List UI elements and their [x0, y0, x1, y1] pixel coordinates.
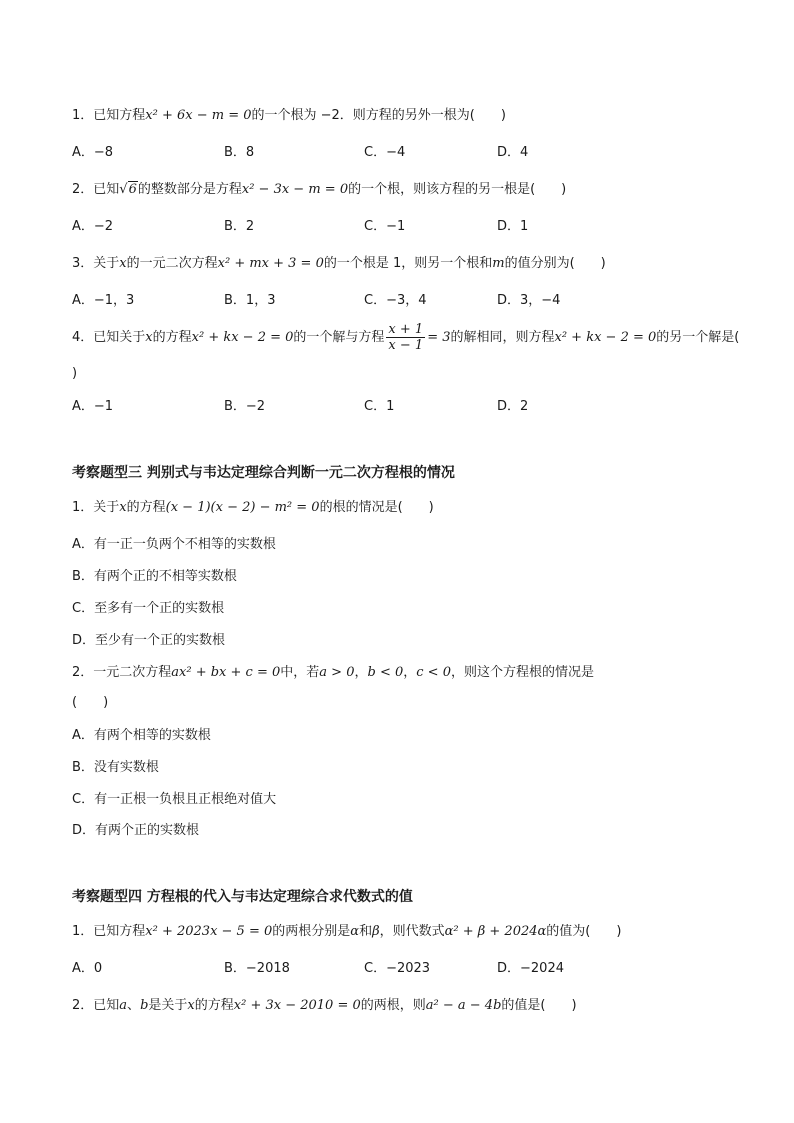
option-b[interactable]: B．−2	[224, 399, 266, 414]
question-text: 1．关于	[72, 500, 120, 515]
variable: x	[187, 998, 195, 1013]
question-text: 的值是( )	[501, 998, 577, 1013]
option-c[interactable]: C．至多有一个正的实数根	[72, 601, 225, 616]
question-2-4	[72, 322, 739, 354]
separator: ，	[354, 665, 368, 680]
equation: x² − 3x − m = 0	[241, 182, 349, 197]
question-3-1	[72, 499, 434, 517]
question-text: 的方程	[194, 998, 234, 1013]
expression: a² − a − 4b	[425, 998, 502, 1013]
question-text: 3．关于	[72, 256, 120, 271]
equation: x² + 6x − m = 0	[145, 108, 252, 123]
question-text: 的方程	[126, 500, 166, 515]
option-a[interactable]: A．有两个相等的实数根	[72, 728, 211, 743]
question-text: 的根的情况是( )	[319, 500, 434, 515]
variable: β	[372, 924, 380, 939]
sqrt-expression: √6	[119, 182, 137, 197]
section-heading-3: 考察题型三 判别式与韦达定理综合判断一元二次方程根的情况	[72, 465, 455, 481]
option-a[interactable]: A．−1	[72, 399, 114, 414]
option-d[interactable]: D．至少有一个正的实数根	[72, 633, 226, 648]
question-text: ，则代数式	[379, 924, 445, 939]
question-text: 的两根，则	[360, 998, 426, 1013]
option-d[interactable]: D．3，−4	[497, 293, 561, 308]
sqrt-radicand: 6	[128, 182, 137, 197]
option-c[interactable]: C．−3，4	[364, 293, 427, 308]
equation: ax² + bx + c = 0	[171, 665, 281, 680]
question-text: 2．一元二次方程	[72, 665, 172, 680]
question-text: 的整数部分是方程	[137, 182, 242, 197]
option-d[interactable]: D．有两个正的实数根	[72, 823, 200, 838]
option-c[interactable]: C．−1	[364, 219, 406, 234]
question-2-1	[72, 107, 506, 125]
option-a[interactable]: A．−1，3	[72, 293, 135, 308]
equation: x² + kx − 2 = 0	[191, 330, 294, 345]
option-c[interactable]: C．有一正根一负根且正根绝对值大	[72, 792, 277, 807]
equation: = 3	[427, 330, 451, 345]
question-text: 中，若	[280, 665, 320, 680]
option-d[interactable]: D．−2024	[497, 961, 564, 976]
variable: α	[350, 924, 360, 939]
options-2-1	[72, 144, 692, 162]
question-text: 的一个根是 1，则另一个根和	[323, 256, 493, 271]
question-text: 2．已知	[72, 998, 120, 1013]
question-text: 的一个根，则该方程的另一根是( )	[348, 182, 567, 197]
option-c[interactable]: C．1	[364, 399, 395, 414]
variable: b	[140, 998, 149, 1013]
option-a[interactable]: A．−2	[72, 219, 114, 234]
variable: x	[119, 256, 127, 271]
option-b[interactable]: B．1，3	[224, 293, 276, 308]
question-text: 4．已知关于	[72, 330, 146, 345]
question-3-2-wrap: ( )	[72, 695, 109, 710]
condition: c < 0	[416, 665, 451, 680]
variable: x	[119, 500, 127, 515]
question-text: 的值为( )	[546, 924, 622, 939]
option-b[interactable]: B．−2018	[224, 961, 290, 976]
separator: ，	[403, 665, 417, 680]
fraction-numerator: x + 1	[388, 322, 424, 337]
option-d[interactable]: D．2	[497, 399, 529, 414]
option-c[interactable]: C．−4	[364, 145, 406, 160]
option-b[interactable]: B．8	[224, 145, 255, 160]
question-4-2	[72, 997, 577, 1015]
question-text: 2．已知	[72, 182, 120, 197]
variable: m	[492, 256, 505, 271]
question-text: ，则这个方程根的情况是	[450, 665, 594, 680]
equation: x² + 3x − 2010 = 0	[233, 998, 361, 1013]
question-text: 的另一个解是(	[656, 330, 740, 345]
question-text: 的方程	[152, 330, 192, 345]
condition: b < 0	[367, 665, 404, 680]
option-c[interactable]: C．−2023	[364, 961, 431, 976]
question-text: 的值分别为( )	[504, 256, 606, 271]
question-text: 1．已知方程	[72, 924, 146, 939]
option-b[interactable]: B．有两个正的不相等实数根	[72, 569, 237, 584]
option-b[interactable]: B．没有实数根	[72, 760, 159, 775]
options-2-2	[72, 218, 692, 236]
question-text: 是关于	[148, 998, 188, 1013]
variable: x	[145, 330, 153, 345]
separator: 、	[127, 998, 141, 1013]
question-text: 的一个解与方程	[293, 330, 385, 345]
options-4-1	[72, 960, 692, 978]
question-2-2	[72, 181, 566, 199]
option-a[interactable]: A．0	[72, 961, 103, 976]
question-2-4-wrap: )	[72, 366, 78, 381]
option-b[interactable]: B．2	[224, 219, 255, 234]
equation: (x − 1)(x − 2) − m² = 0	[165, 500, 320, 515]
options-2-4	[72, 398, 692, 416]
condition: a > 0	[319, 665, 355, 680]
equation: x² + kx − 2 = 0	[554, 330, 657, 345]
question-2-3	[72, 255, 606, 273]
question-text: 的解相同，则方程	[450, 330, 555, 345]
option-a[interactable]: A．有一正一负两个不相等的实数根	[72, 537, 276, 552]
equation: x² + mx + 3 = 0	[217, 256, 324, 271]
option-d[interactable]: D．4	[497, 145, 529, 160]
option-a[interactable]: A．−8	[72, 145, 114, 160]
question-3-2	[72, 664, 594, 682]
question-text: 的一元二次方程	[126, 256, 218, 271]
question-text: 和	[359, 924, 373, 939]
equation: x² + 2023x − 5 = 0	[145, 924, 273, 939]
question-text: 1．已知方程	[72, 108, 146, 123]
options-2-3	[72, 292, 692, 310]
option-d[interactable]: D．1	[497, 219, 529, 234]
question-4-1	[72, 923, 621, 941]
expression: α² + β + 2024α	[444, 924, 547, 939]
fraction	[386, 322, 425, 353]
variable: a	[119, 998, 128, 1013]
question-text: 的一个根为 −2．则方程的另外一根为( )	[251, 108, 506, 123]
section-heading-4: 考察题型四 方程根的代入与韦达定理综合求代数式的值	[72, 889, 413, 905]
fraction-denominator: x − 1	[388, 338, 424, 353]
question-text: 的两根分别是	[272, 924, 351, 939]
